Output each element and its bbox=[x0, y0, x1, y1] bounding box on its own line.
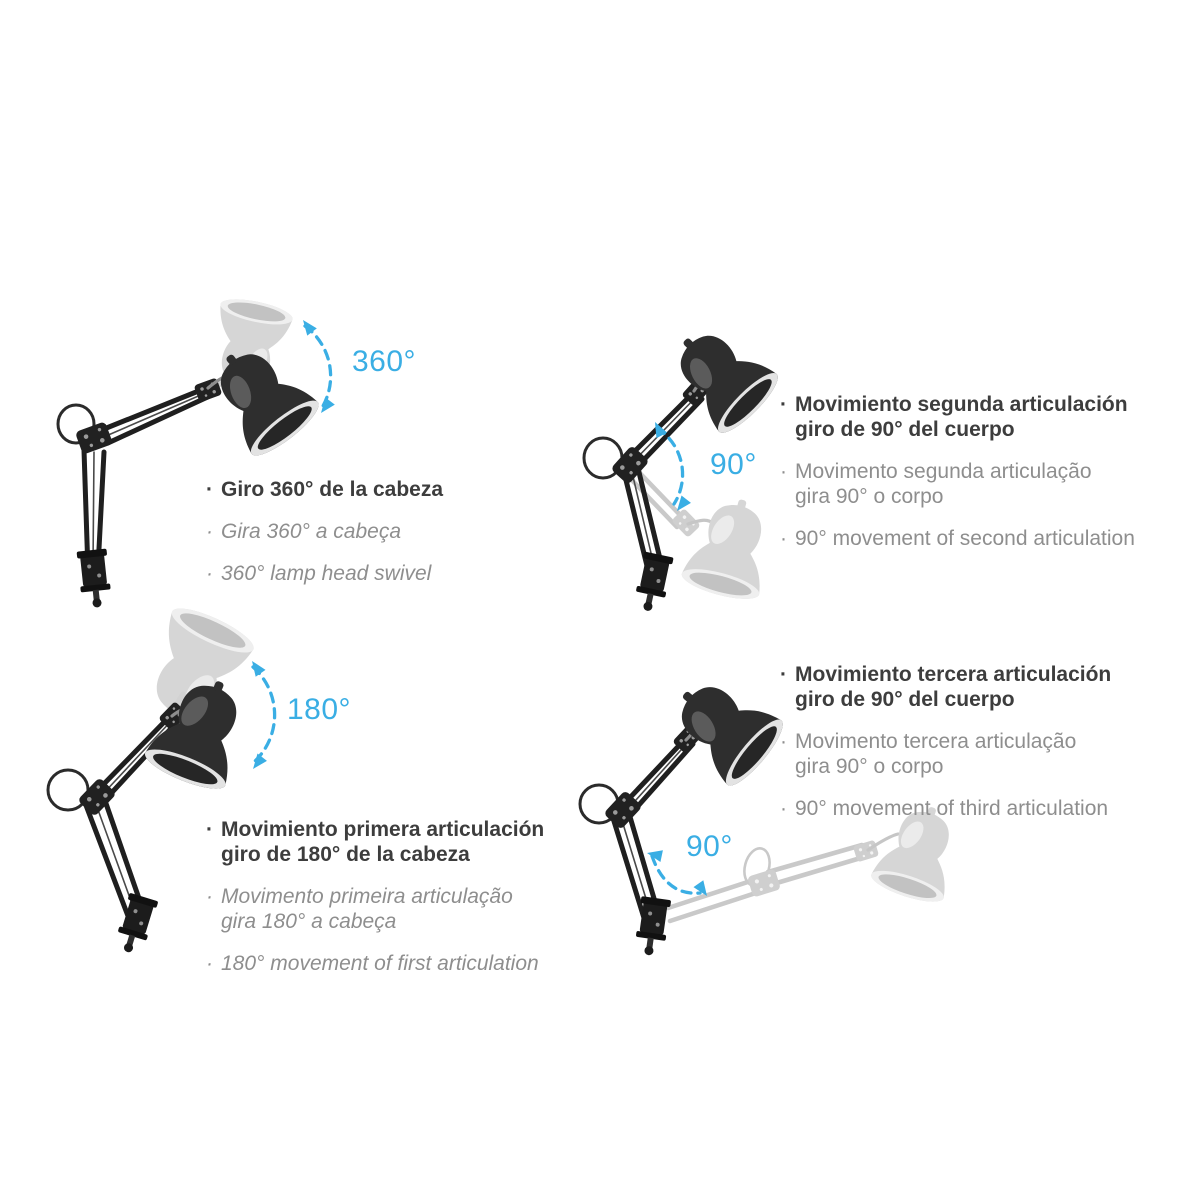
bullet-item-es: · Movimiento tercera articulación giro de 90° del cuerpo bbox=[780, 663, 1112, 711]
bullet-dot: · bbox=[206, 520, 213, 543]
clamp-base bbox=[113, 893, 159, 957]
clamp-base bbox=[77, 549, 113, 609]
rotation-arrow-180-icon bbox=[247, 658, 275, 773]
elbow-joint bbox=[603, 790, 642, 830]
bullet-item-es: · Movimiento segunda articulación giro de 90° del cuerpo bbox=[780, 393, 1128, 441]
bullet-dot: · bbox=[780, 797, 787, 820]
section-third-articulation-text bbox=[780, 662, 1111, 838]
bullet-dot: · bbox=[780, 460, 787, 483]
angle-label-90-second: 90° bbox=[710, 448, 757, 481]
bullet-item-pt: · Movimento tercera articulação gira 90° o corpo bbox=[780, 730, 1077, 778]
bullet-item-pt: · Gira 360° a cabeça bbox=[206, 520, 402, 543]
angle-label-180: 180° bbox=[287, 693, 352, 726]
bullet-dot: · bbox=[206, 818, 213, 841]
angle-label-360: 360° bbox=[352, 345, 417, 378]
section-head-swivel-text bbox=[206, 477, 443, 603]
clamp-base bbox=[632, 551, 673, 613]
lamp-head bbox=[656, 311, 784, 439]
lamp-upper-arm bbox=[104, 386, 212, 443]
bullet-dot: · bbox=[780, 730, 787, 753]
lamp-head bbox=[657, 662, 790, 792]
bullet-dot: · bbox=[206, 562, 213, 585]
section-second-articulation-text bbox=[780, 392, 1135, 568]
ghost-lamp-head bbox=[679, 490, 782, 605]
ghost-elbow-joint bbox=[747, 868, 781, 897]
bullet-item-es: · Giro 360° de la cabeza bbox=[206, 478, 444, 501]
bullet-dot: · bbox=[780, 393, 787, 416]
bullet-item-en: · 360° lamp head swivel bbox=[206, 562, 432, 585]
bullet-item-en: · 90° movement of third articulation bbox=[780, 797, 1109, 820]
bullet-dot: · bbox=[206, 885, 213, 908]
bullet-dot: · bbox=[206, 952, 213, 975]
section-first-articulation-text bbox=[206, 817, 544, 993]
bullet-dot: · bbox=[206, 478, 213, 501]
bullet-item-en: · 180° movement of first articulation bbox=[206, 952, 539, 975]
angle-label-90-third: 90° bbox=[686, 830, 733, 863]
bullet-item-pt: · Movimento primeira articulação gira 180° a cabeça bbox=[206, 885, 513, 933]
ghost-head-joint bbox=[853, 840, 879, 863]
bullet-item-en: · 90° movement of second articulation bbox=[780, 527, 1135, 550]
bullet-item-pt: · Movimento segunda articulação gira 90° o corpo bbox=[780, 460, 1092, 508]
bullet-dot: · bbox=[780, 527, 787, 550]
bullet-dot: · bbox=[780, 663, 787, 686]
bullet-item-es: · Movimiento primera articulación giro de 180° de la cabeza bbox=[206, 818, 545, 866]
